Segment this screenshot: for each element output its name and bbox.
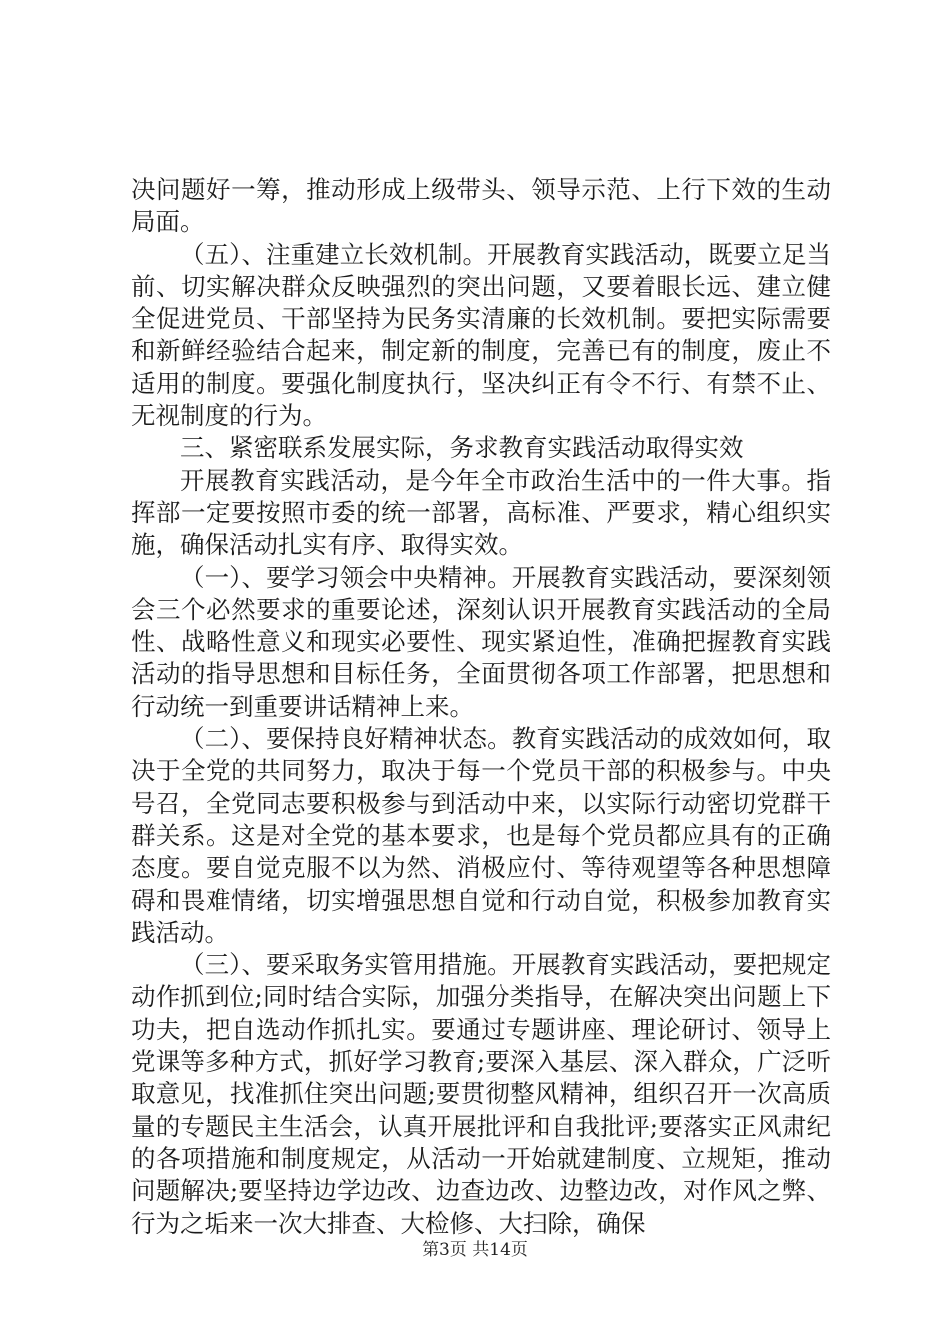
page-number-footer: 第3页 共14页 xyxy=(422,1240,528,1260)
section-heading-3: 三、紧密联系发展实际，务求教育实践活动取得实效 xyxy=(180,433,744,463)
paragraph-item-2: （二）、要保持良好精神状态。教育实践活动的成效如何，取决于全党的共同努力，取决于每一个党员干部的积极参与。中央号召，全党同志要积极参与到活动中来，以实际行动密切党群干群关系。这是对全党的基本要求，也是每个党员都应具有的正确态度。要自觉克服不以为然、消极应付、等待观望等各种思想障碍和畏难情绪，切实增强思想自觉和行动自觉，积极参加教育实践活动。 xyxy=(131,724,831,947)
paragraph-section-5: （五）、注重建立长效机制。开展教育实践活动，既要立足当前、切实解决群众反映强烈的突出问题，又要着眼长远、建立健全促进党员、干部坚持为民务实清廉的长效机制。要把实际需要和新鲜经验结合起来，制定新的制度，完善已有的制度，废止不适用的制度。要强化制度执行，坚决纠正有令不行、有禁不止、无视制度的行为。 xyxy=(131,239,831,431)
paragraph-item-1: （一）、要学习领会中央精神。开展教育实践活动，要深刻领会三个必然要求的重要论述，深刻认识开展教育实践活动的全局性、战略性意义和现实必要性、现实紧迫性，准确把握教育实践活动的指导思想和目标任务，全面贯彻各项工作部署，把思想和行动统一到重要讲话精神上来。 xyxy=(131,562,831,721)
paragraph-continuation: 决问题好一筹，推动形成上级带头、领导示范、上行下效的生动局面。 xyxy=(131,175,831,237)
paragraph-intro: 开展教育实践活动，是今年全市政治生活中的一件大事。指挥部一定要按照市委的统一部署，高标准、严要求，精心组织实施，确保活动扎实有序、取得实效。 xyxy=(131,465,831,560)
document-body xyxy=(131,174,831,1240)
paragraph-item-3: （三）、要采取务实管用措施。开展教育实践活动，要把规定动作抓到位;同时结合实际，加强分类指导，在解决突出问题上下功夫，把自选动作抓扎实。要通过专题讲座、理论研讨、领导上党课等多种方式，抓好学习教育;要深入基层、深入群众，广泛听取意见，找准抓住突出问题;要贯彻整风精神，组织召开一次高质量的专题民主生活会，认真开展批评和自我批评;要落实正风肃纪的各项措施和制度规定，从活动一开始就建制度、立规矩，推动问题解决;要坚持边学边改、边查边改、边整边改，对作风之弊、行为之垢来一次大排查、大检修、大扫除，确保 xyxy=(131,950,831,1238)
